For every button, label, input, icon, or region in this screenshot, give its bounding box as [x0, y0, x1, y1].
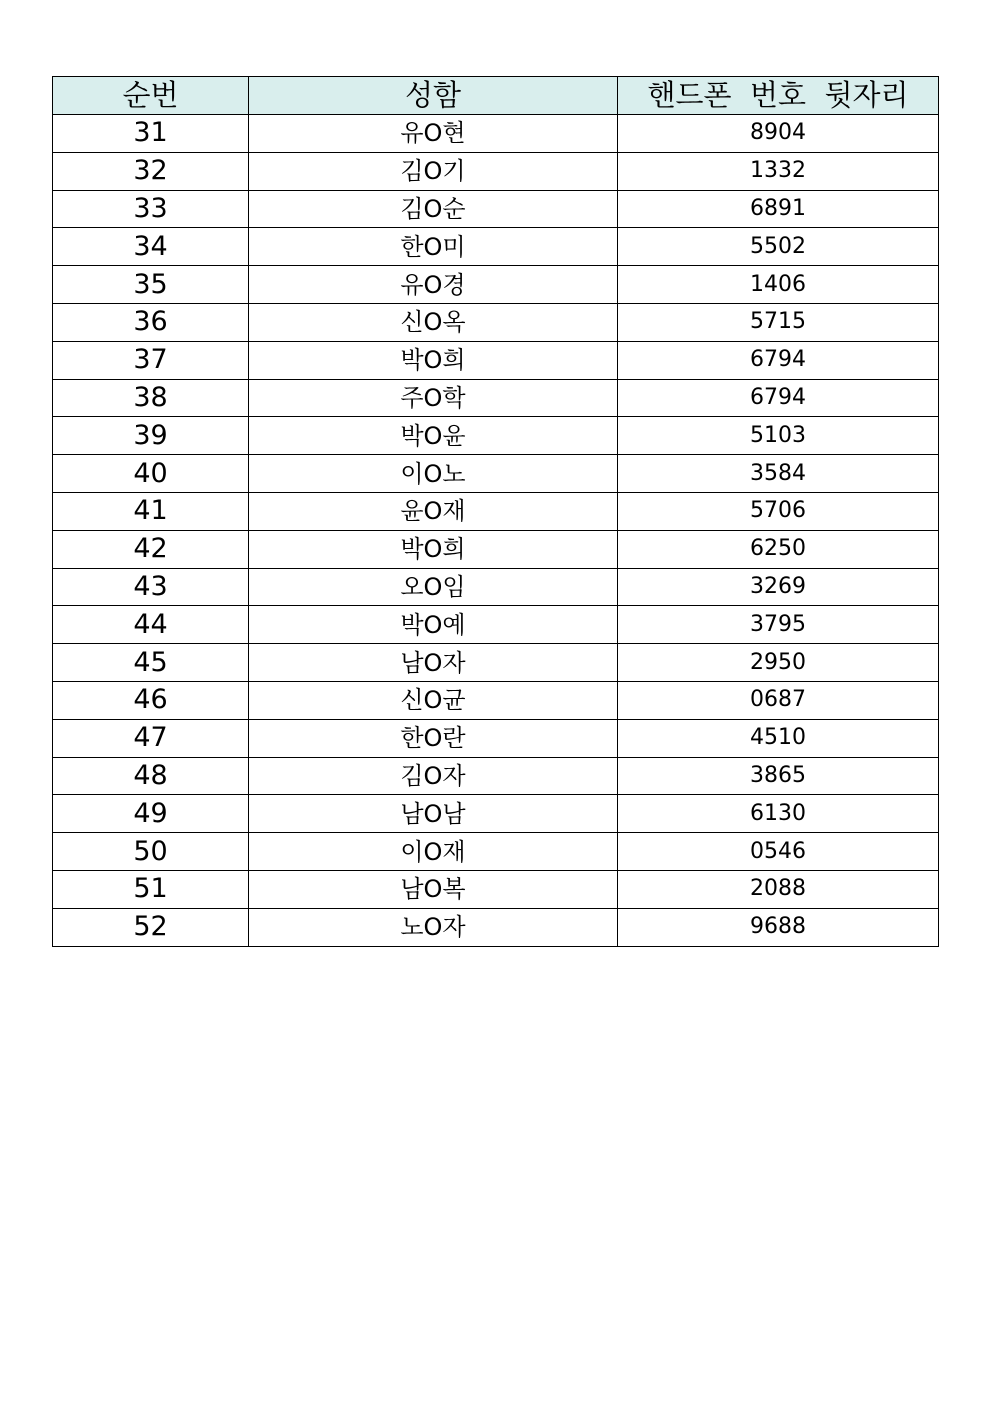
row-name: 주O학	[249, 379, 618, 417]
table-row	[53, 379, 939, 417]
table-row	[53, 492, 939, 530]
row-number: 48	[53, 757, 249, 795]
row-number: 51	[53, 870, 249, 908]
row-phone-last-digits: 4510	[618, 719, 939, 757]
table-row	[53, 341, 939, 379]
header-row	[53, 77, 939, 115]
row-number: 31	[53, 115, 249, 153]
row-number: 42	[53, 530, 249, 568]
row-phone-last-digits: 6794	[618, 341, 939, 379]
row-phone-last-digits: 2088	[618, 870, 939, 908]
row-name: 남O복	[249, 870, 618, 908]
header-phone-last-digits: 핸드폰 번호 뒷자리	[618, 77, 939, 115]
row-name: 오O임	[249, 568, 618, 606]
row-phone-last-digits: 6250	[618, 530, 939, 568]
table-row	[53, 908, 939, 946]
table-row	[53, 530, 939, 568]
row-phone-last-digits: 2950	[618, 644, 939, 682]
table-row	[53, 228, 939, 266]
row-name: 김O기	[249, 152, 618, 190]
table-header	[53, 77, 939, 115]
row-phone-last-digits: 0546	[618, 833, 939, 871]
table-row	[53, 568, 939, 606]
table-row	[53, 870, 939, 908]
row-phone-last-digits: 3269	[618, 568, 939, 606]
row-phone-last-digits: 6794	[618, 379, 939, 417]
row-number: 32	[53, 152, 249, 190]
row-number: 34	[53, 228, 249, 266]
table-body	[53, 115, 939, 947]
row-name: 신O옥	[249, 303, 618, 341]
table-row	[53, 190, 939, 228]
row-phone-last-digits: 1406	[618, 266, 939, 304]
row-name: 유O경	[249, 266, 618, 304]
table-row	[53, 417, 939, 455]
row-name: 신O균	[249, 681, 618, 719]
table-row	[53, 303, 939, 341]
row-name: 한O란	[249, 719, 618, 757]
row-name: 박O희	[249, 341, 618, 379]
row-number: 38	[53, 379, 249, 417]
row-name: 박O예	[249, 606, 618, 644]
row-number: 47	[53, 719, 249, 757]
table-row	[53, 606, 939, 644]
table-row	[53, 455, 939, 493]
row-number: 46	[53, 681, 249, 719]
row-number: 43	[53, 568, 249, 606]
row-phone-last-digits: 0687	[618, 681, 939, 719]
row-name: 노O자	[249, 908, 618, 946]
row-number: 44	[53, 606, 249, 644]
row-name: 박O희	[249, 530, 618, 568]
table-row	[53, 795, 939, 833]
row-phone-last-digits: 5103	[618, 417, 939, 455]
row-number: 37	[53, 341, 249, 379]
header-name: 성함	[249, 77, 618, 115]
row-name: 남O자	[249, 644, 618, 682]
row-number: 41	[53, 492, 249, 530]
row-number: 35	[53, 266, 249, 304]
table-row	[53, 644, 939, 682]
row-phone-last-digits: 5715	[618, 303, 939, 341]
row-phone-last-digits: 9688	[618, 908, 939, 946]
row-number: 45	[53, 644, 249, 682]
row-phone-last-digits: 8904	[618, 115, 939, 153]
table-row	[53, 152, 939, 190]
row-name: 이O노	[249, 455, 618, 493]
row-number: 50	[53, 833, 249, 871]
row-phone-last-digits: 6130	[618, 795, 939, 833]
row-phone-last-digits: 5706	[618, 492, 939, 530]
row-name: 남O남	[249, 795, 618, 833]
table-row	[53, 115, 939, 153]
row-name: 윤O재	[249, 492, 618, 530]
row-number: 40	[53, 455, 249, 493]
row-name: 박O윤	[249, 417, 618, 455]
row-name: 김O자	[249, 757, 618, 795]
row-name: 유O현	[249, 115, 618, 153]
row-number: 39	[53, 417, 249, 455]
row-number: 36	[53, 303, 249, 341]
table-row	[53, 266, 939, 304]
table-row	[53, 681, 939, 719]
row-name: 한O미	[249, 228, 618, 266]
table-row	[53, 757, 939, 795]
row-phone-last-digits: 1332	[618, 152, 939, 190]
row-number: 33	[53, 190, 249, 228]
roster-table	[52, 76, 939, 947]
table-row	[53, 833, 939, 871]
row-phone-last-digits: 3584	[618, 455, 939, 493]
row-number: 49	[53, 795, 249, 833]
row-phone-last-digits: 5502	[618, 228, 939, 266]
row-phone-last-digits: 6891	[618, 190, 939, 228]
table-row	[53, 719, 939, 757]
row-phone-last-digits: 3795	[618, 606, 939, 644]
row-number: 52	[53, 908, 249, 946]
row-name: 이O재	[249, 833, 618, 871]
row-phone-last-digits: 3865	[618, 757, 939, 795]
header-number: 순번	[53, 77, 249, 115]
row-name: 김O순	[249, 190, 618, 228]
